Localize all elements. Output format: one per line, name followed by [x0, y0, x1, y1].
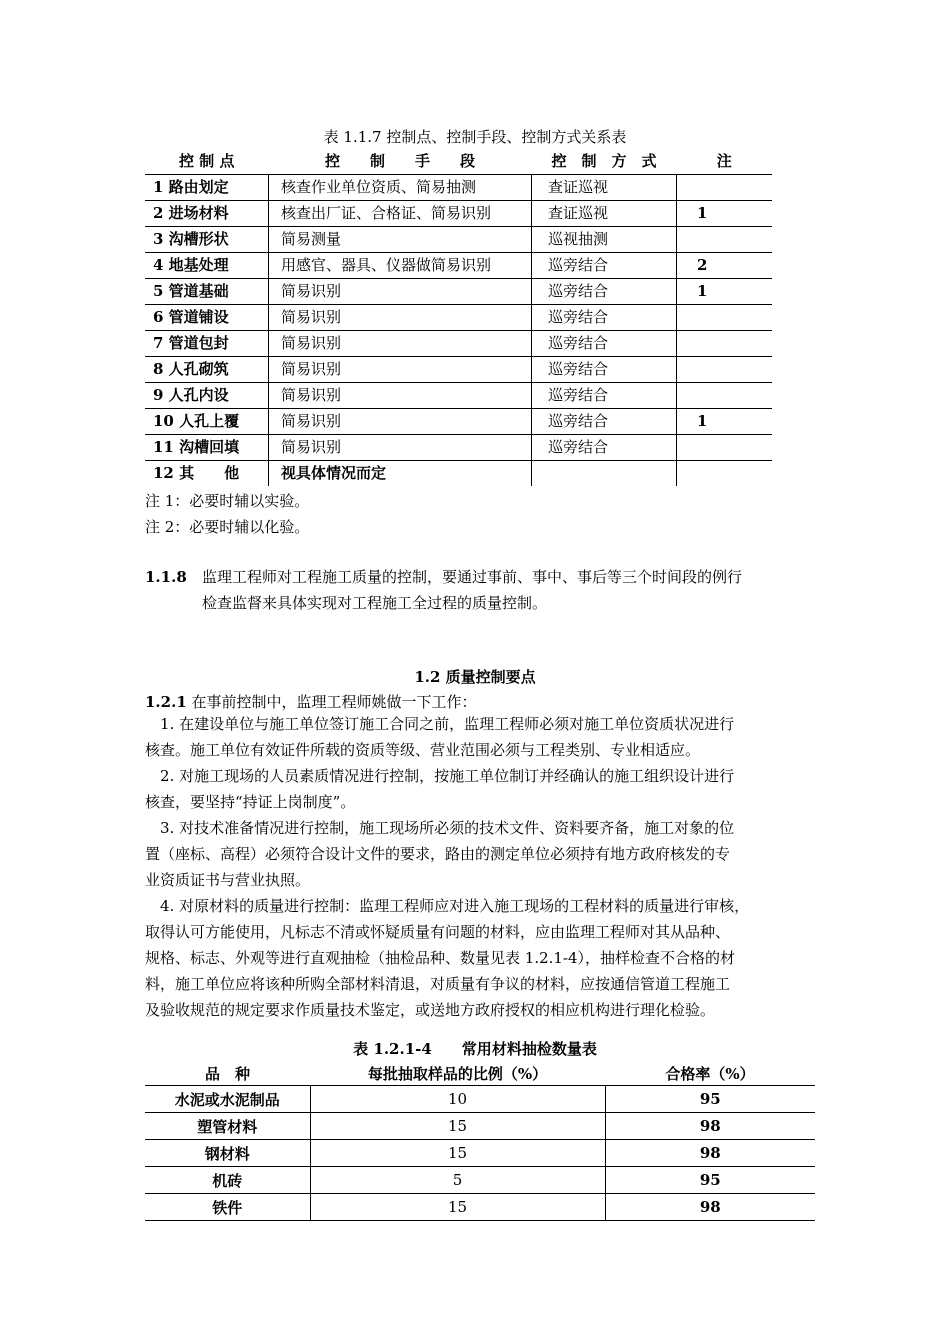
table-row	[145, 409, 772, 435]
control-means-cell: 简易测量	[269, 227, 532, 253]
table-row	[145, 279, 772, 305]
table1-note-1: 注 1：必要时辅以实验。	[145, 492, 310, 510]
item-4-line-1: 4. 对原材料的质量进行控制：监理工程师应对进入施工现场的工程材料的质量进行审核，	[145, 897, 750, 915]
note-cell	[677, 305, 773, 331]
control-point-cell: 10 人孔上覆	[145, 409, 269, 435]
header-note: 注	[677, 149, 773, 175]
item-2-line-2: 核查，要坚持“持证上岗制度”。	[145, 793, 356, 811]
header-variety: 品 种	[145, 1061, 310, 1086]
control-method-cell: 巡视抽测	[532, 227, 677, 253]
note-cell: 1	[677, 201, 773, 227]
sampling-ratio-cell: 15	[310, 1140, 605, 1167]
item-3-line-1: 3. 对技术准备情况进行控制，施工现场所必须的技术文件、资料要齐备，施工对象的位	[145, 819, 735, 837]
control-means-cell: 简易识别	[269, 331, 532, 357]
item-4-line-5: 及验收规范的规定要求作质量技术鉴定，或送地方政府授权的相应机构进行理化检验。	[145, 1001, 716, 1019]
note-cell	[677, 175, 773, 201]
table-header-row	[145, 1061, 815, 1086]
material-variety-cell: 塑管材料	[145, 1113, 310, 1140]
header-control-point: 控 制 点	[145, 149, 269, 175]
table-row	[145, 227, 772, 253]
pass-rate-cell: 95	[605, 1086, 815, 1113]
item-4-line-4: 料，施工单位应将该种所购全部材料清退，对质量有争议的材料，应按通信管道工程施工	[145, 975, 731, 993]
table1-note-2: 注 2：必要时辅以化验。	[145, 518, 310, 536]
control-method-cell: 巡旁结合	[532, 279, 677, 305]
control-method-cell	[532, 461, 677, 487]
table-row	[145, 201, 772, 227]
table-row	[145, 175, 772, 201]
control-method-cell: 巡旁结合	[532, 383, 677, 409]
section-1-2-1-text: 在事前控制中，监理工程师姚做一下工作：	[186, 693, 477, 711]
table-row	[145, 1140, 815, 1167]
control-means-cell: 简易识别	[269, 279, 532, 305]
note-cell: 1	[677, 409, 773, 435]
item-4-line-3: 规格、标志、外观等进行直观抽检（抽检品种、数量见表 1.2.1-4），抽样检查不合格的材	[145, 949, 736, 967]
note-cell	[677, 435, 773, 461]
table2-caption: 表 1.2.1-4 常用材料抽检数量表	[353, 1040, 597, 1058]
table-header-row	[145, 149, 772, 175]
control-point-cell: 2 进场材料	[145, 201, 269, 227]
pass-rate-cell: 98	[605, 1140, 815, 1167]
header-sampling-ratio: 每批抽取样品的比例（%）	[310, 1061, 605, 1086]
note-cell	[677, 227, 773, 253]
item-3-line-2: 置（座标、高程）必须符合设计文件的要求，路由的测定单位必须持有地方政府核发的专	[145, 845, 731, 863]
control-means-cell: 简易识别	[269, 305, 532, 331]
note-cell	[677, 461, 773, 487]
control-means-cell: 简易识别	[269, 383, 532, 409]
table-row	[145, 357, 772, 383]
table-row	[145, 461, 772, 487]
control-point-cell: 5 管道基础	[145, 279, 269, 305]
control-means-cell: 视具体情况而定	[269, 461, 532, 487]
table-row	[145, 1113, 815, 1140]
control-method-cell: 巡旁结合	[532, 409, 677, 435]
item-1-line-2: 核查。施工单位有效证件所载的资质等级、营业范围必须与工程类别、专业相适应。	[145, 741, 701, 759]
control-means-cell: 简易识别	[269, 409, 532, 435]
note-cell: 1	[677, 279, 773, 305]
control-method-cell: 巡旁结合	[532, 253, 677, 279]
control-point-cell: 8 人孔砌筑	[145, 357, 269, 383]
pass-rate-cell: 95	[605, 1167, 815, 1194]
control-method-cell: 巡旁结合	[532, 435, 677, 461]
table-row	[145, 253, 772, 279]
quality-control-items	[145, 711, 825, 1023]
item-4-line-2: 取得认可方能使用，凡标志不清或怀疑质量有问题的材料，应由监理工程师对其从品种、	[145, 923, 731, 941]
control-method-cell: 巡旁结合	[532, 331, 677, 357]
control-point-cell: 12 其 他	[153, 464, 240, 482]
control-point-cell: 7 管道包封	[145, 331, 269, 357]
item-2-line-1: 2. 对施工现场的人员素质情况进行控制，按施工单位制订并经确认的施工组织设计进行	[145, 767, 735, 785]
control-point-cell: 3 沟槽形状	[145, 227, 269, 253]
note-cell	[677, 331, 773, 357]
control-method-cell: 巡旁结合	[532, 357, 677, 383]
table-row	[145, 1194, 815, 1221]
material-variety-cell: 钢材料	[145, 1140, 310, 1167]
control-means-cell: 简易识别	[269, 357, 532, 383]
control-point-cell: 11 沟槽回填	[145, 435, 269, 461]
table-row	[145, 305, 772, 331]
material-sampling-table	[145, 1061, 815, 1221]
sampling-ratio-cell: 5	[310, 1167, 605, 1194]
material-variety-cell: 铁件	[145, 1194, 310, 1221]
section-heading-1-2: 1.2 质量控制要点	[414, 668, 536, 686]
sampling-ratio-cell: 15	[310, 1194, 605, 1221]
note-cell	[677, 383, 773, 409]
control-point-cell: 9 人孔内设	[145, 383, 269, 409]
section-number-1-1-8: 1.1.8	[145, 568, 187, 586]
item-1-line-1: 1. 在建设单位与施工单位签订施工合同之前，监理工程师必须对施工单位资质状况进行	[145, 715, 735, 733]
table-row	[145, 383, 772, 409]
section-1-1-8-line1: 监理工程师对工程施工质量的控制，要通过事前、事中、事后等三个时间段的例行	[202, 568, 743, 586]
header-pass-rate: 合格率（%）	[605, 1061, 815, 1086]
table-row	[145, 1167, 815, 1194]
section-1-1-8-line2: 检查监督来具体实现对工程施工全过程的质量控制。	[202, 594, 548, 612]
material-variety-cell: 水泥或水泥制品	[145, 1086, 310, 1113]
control-method-cell: 查证巡视	[532, 175, 677, 201]
item-3-line-3: 业资质证书与营业执照。	[145, 871, 311, 889]
control-means-cell: 用感官、器具、仪器做简易识别	[269, 253, 532, 279]
material-variety-cell: 机砖	[145, 1167, 310, 1194]
sampling-ratio-cell: 10	[310, 1086, 605, 1113]
table-row	[145, 435, 772, 461]
control-method-cell: 查证巡视	[532, 201, 677, 227]
control-point-cell: 6 管道铺设	[145, 305, 269, 331]
control-method-cell: 巡旁结合	[532, 305, 677, 331]
sampling-ratio-cell: 15	[310, 1113, 605, 1140]
table-row	[145, 331, 772, 357]
pass-rate-cell: 98	[605, 1194, 815, 1221]
note-cell	[677, 357, 773, 383]
section-number-1-2-1: 1.2.1	[145, 693, 187, 711]
control-point-table	[145, 149, 772, 486]
header-control-means: 控 制 手 段	[269, 149, 532, 175]
table-row	[145, 1086, 815, 1113]
table1-caption: 表 1.1.7 控制点、控制手段、控制方式关系表	[323, 128, 627, 146]
pass-rate-cell: 98	[605, 1113, 815, 1140]
note-cell: 2	[677, 253, 773, 279]
control-means-cell: 简易识别	[269, 435, 532, 461]
control-point-cell: 1 路由划定	[145, 175, 269, 201]
control-means-cell: 核查作业单位资质、简易抽测	[269, 175, 532, 201]
control-means-cell: 核查出厂证、合格证、简易识别	[269, 201, 532, 227]
control-point-cell: 4 地基处理	[145, 253, 269, 279]
header-control-method: 控 制 方 式	[532, 149, 677, 175]
